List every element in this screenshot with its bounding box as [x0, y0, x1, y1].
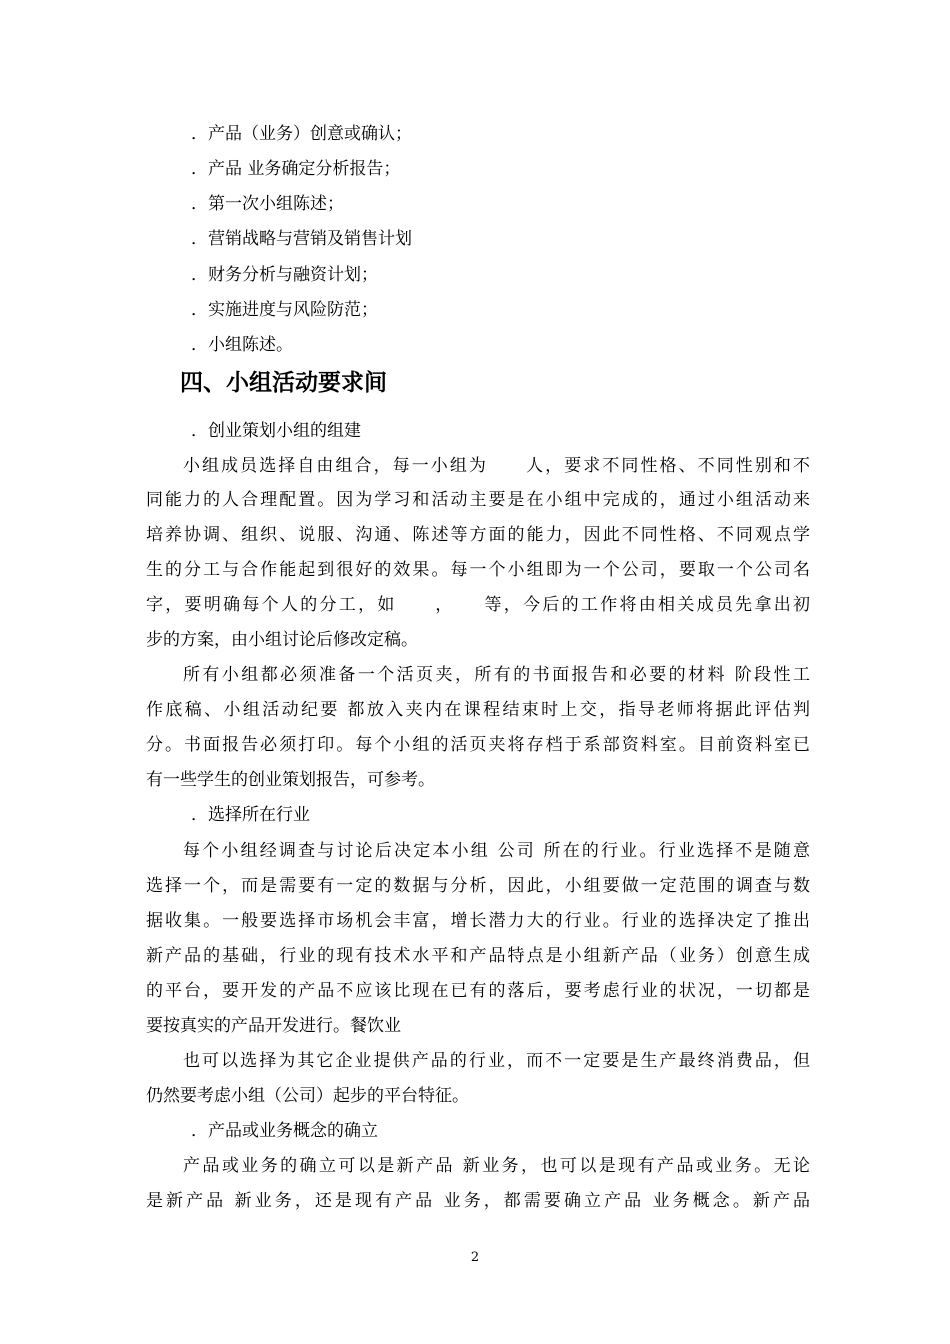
- list-item: ．产品 业务确定分析报告；: [191, 159, 401, 179]
- paragraph-line: 培养协调、组织、说服、沟通、陈述等方面的能力，因此不同性格、不同观点学: [146, 525, 810, 545]
- list-item: ．营销战略与营销及销售计划: [191, 229, 412, 249]
- paragraph-line: 步的方案，由小组讨论后修改定稿。: [146, 630, 418, 650]
- section-heading: 四、小组活动要求间: [180, 370, 387, 396]
- paragraph-line: 生的分工与合作能起到很好的效果。每一个小组即为一个公司，要取一个公司名: [146, 560, 810, 580]
- page-number: 2: [470, 1250, 480, 1265]
- paragraph-line: 新产品的基础，行业的现有技术水平和产品特点是小组新产品（业务）创意生成: [146, 946, 810, 966]
- paragraph-line: 小组成员选择自由组合，每一小组为 人，要求不同性格、不同性别和不: [183, 456, 810, 476]
- subsection-title: ．产品或业务概念的确立: [191, 1121, 378, 1141]
- subsection-title: ．创业策划小组的组建: [191, 421, 361, 441]
- paragraph-line: 所有小组都必须准备一个活页夹，所有的书面报告和必要的材料 阶段性工: [183, 665, 810, 685]
- subsection-title: ．选择所在行业: [191, 805, 310, 825]
- paragraph-line: 是新产品 新业务，还是现有产品 业务，都需要确立产品 业务概念。新产品: [146, 1191, 810, 1211]
- paragraph-line: 仍然要考虑小组（公司）起步的平台特征。: [146, 1086, 469, 1106]
- list-item: ．第一次小组陈述；: [191, 194, 344, 214]
- list-item: ．财务分析与融资计划；: [191, 265, 378, 285]
- paragraph-line: 字，要明确每个人的分工，如 ， 等，今后的工作将由相关成员先拿出初: [146, 595, 810, 615]
- list-item: ．实施进度与风险防范；: [191, 300, 378, 320]
- paragraph-line: 要按真实的产品开发进行。餐饮业: [146, 1016, 401, 1036]
- paragraph-line: 选择一个，而是需要有一定的数据与分析，因此，小组要做一定范围的调查与数: [146, 876, 810, 896]
- paragraph-line: 产品或业务的确立可以是新产品 新业务，也可以是现有产品或业务。无论: [183, 1156, 810, 1176]
- paragraph-line: 每个小组经调查与讨论后决定本小组 公司 所在的行业。行业选择不是随意: [183, 841, 810, 861]
- list-item: ．小组陈述。: [191, 335, 293, 355]
- paragraph-line: 作底稿、小组活动纪要 都放入夹内在课程结束时上交，指导老师将据此评估判: [146, 700, 810, 720]
- paragraph-line: 有一些学生的创业策划报告，可参考。: [146, 770, 435, 790]
- paragraph-line: 也可以选择为其它企业提供产品的行业，而不一定要是生产最终消费品，但: [183, 1051, 810, 1071]
- paragraph-line: 同能力的人合理配置。因为学习和活动主要是在小组中完成的，通过小组活动来: [146, 490, 810, 510]
- paragraph-line: 据收集。一般要选择市场机会丰富，增长潜力大的行业。行业的选择决定了推出: [146, 911, 810, 931]
- paragraph-line: 分。书面报告必须打印。每个小组的活页夹将存档于系部资料室。目前资料室已: [146, 735, 810, 755]
- paragraph-line: 的平台，要开发的产品不应该比现在已有的落后，要考虑行业的状况，一切都是: [146, 981, 810, 1001]
- list-item: ．产品（业务）创意或确认；: [191, 124, 412, 144]
